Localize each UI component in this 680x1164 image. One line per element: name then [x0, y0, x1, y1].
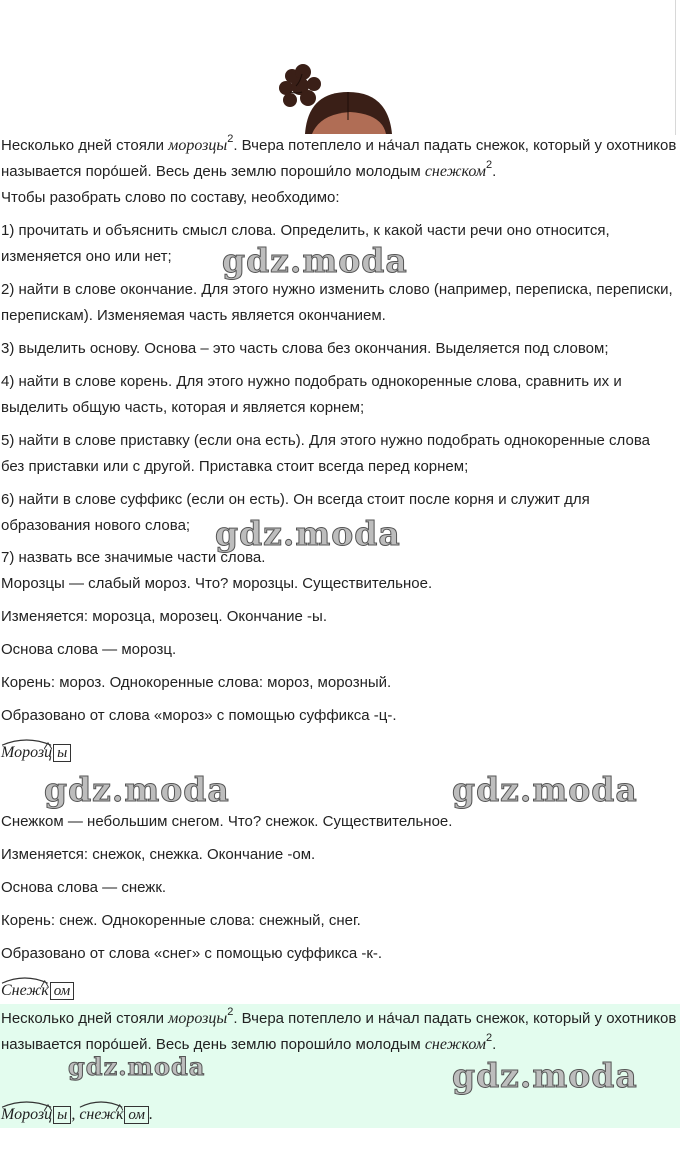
step-4: 4) найти в слове корень. Для этого нужно подобрать однокоренные слова, сравнить их и выделить общую часть, которая и является корнем; [1, 373, 622, 416]
answer-morpheme-diagram [1, 1100, 153, 1128]
moroztsy-suffix: ц [44, 744, 53, 761]
snezhkom-line-2: Изменяется: снежок, снежка. Окончание -ом. [1, 846, 316, 863]
watermark: gdz.moda [68, 1052, 206, 1081]
snezhkom-line-4: Корень: снеж. Однокоренные слова: снежный, снег. [1, 912, 361, 929]
answer-suffix-2: к [115, 1106, 124, 1123]
suffix-caret-icon [41, 980, 48, 988]
snezhkom-suffix: к [41, 982, 49, 999]
intro-text: Чтобы разобрать слово по составу, необходимо: [1, 189, 340, 206]
answer-suffix-1: ц [44, 1106, 53, 1123]
moroztsy-line-4: Корень: мороз. Однокоренные слова: мороз, морозный. [1, 674, 392, 691]
step-6: 6) найти в слове суффикс (если он есть). Он всегда стоит после корня и служит для образования нового слова; [1, 491, 590, 534]
watermark: gdz.moda [44, 770, 230, 809]
answer-text: Несколько дней стояли морозцы$^2$. Вчера потеплело и на́чал падать снежок, который у охотников называется поро́шей. Весь день землю пороши́ло молодым снежком$^2$. [1, 1006, 677, 1053]
suffix-caret-icon [116, 1104, 123, 1112]
snezhkom-root: Снеж к [1, 976, 49, 1000]
watermark: gdz.moda [452, 770, 638, 809]
moroztsy-line-1: Морозцы — слабый мороз. Что? морозцы. Существительное. [1, 575, 433, 592]
step-3: 3) выделить основу. Основа – это часть слова без окончания. Выделяется под словом; [1, 340, 609, 357]
answer-end: . [148, 1106, 153, 1123]
answer-ending-2: ом [124, 1106, 149, 1124]
answer-root-1: Мороз ц [1, 1100, 52, 1124]
moroztsy-morpheme-diagram [1, 738, 71, 766]
moroztsy-root: Мороз ц [1, 738, 52, 762]
watermark: gdz.moda [215, 514, 401, 553]
snezhkom-line-1: Снежком — небольшим снегом. Что? снежок. Существительное. [1, 813, 453, 830]
suffix-caret-icon [44, 742, 52, 750]
answer-separator: , [71, 1106, 76, 1123]
task-text: Несколько дней стояли морозцы$^2$. Вчера потеплело и на́чал падать снежок, который у охотников называется поро́шей. Весь день землю пороши́ло молодым снежком$^2$. [1, 133, 677, 180]
divider [675, 0, 676, 135]
answer-root-2: снеж к [79, 1100, 123, 1124]
snezhkom-line-3: Основа слова — снежк. [1, 879, 167, 896]
mascot-illustration [270, 62, 400, 134]
snezhkom-ending: ом [50, 982, 75, 1000]
watermark: gdz.moda [452, 1056, 638, 1095]
moroztsy-line-2: Изменяется: морозца, морозец. Окончание -ы. [1, 608, 327, 625]
watermark: gdz.moda [222, 241, 408, 280]
suffix-caret-icon [44, 1104, 52, 1112]
step-7: 7) назвать все значимые части слова. [1, 549, 266, 566]
step-5: 5) найти в слове приставку (если она есть). Для этого нужно подобрать однокоренные слова без приставки или с другой. Приставка стоит всегда перед корнем; [1, 432, 650, 475]
answer-ending-1: ы [53, 1106, 71, 1124]
snezhkom-line-5: Образовано от слова «снег» с помощью суффикса -к-. [1, 945, 383, 962]
moroztsy-ending: ы [53, 744, 71, 762]
moroztsy-line-5: Образовано от слова «мороз» с помощью суффикса -ц-. [1, 707, 397, 724]
moroztsy-line-3: Основа слова — морозц. [1, 641, 177, 658]
snezhkom-morpheme-diagram [1, 976, 74, 1004]
step-1: 1) прочитать и объяснить смысл слова. Определить, к какой части речи оно относится, изменяется оно или нет; [1, 222, 610, 265]
step-2: 2) найти в слове окончание. Для этого нужно изменить слово (например, переписка, переписки, перепискам). Изменяемая часть является окончанием. [1, 281, 673, 324]
